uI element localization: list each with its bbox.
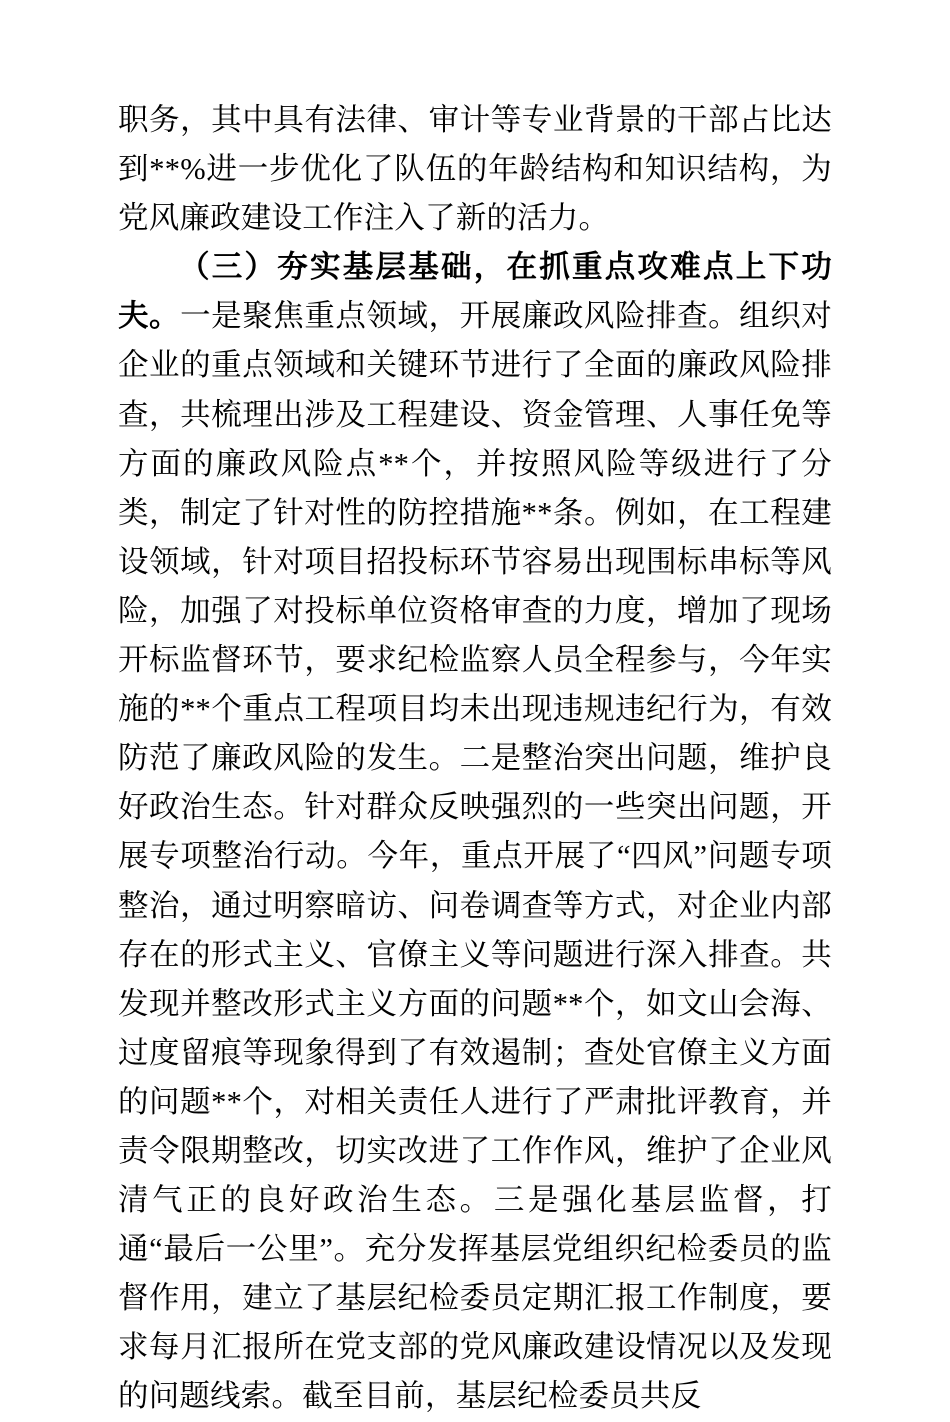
paragraph-text: 职务，其中具有法律、审计等专业背景的干部占比达到**%进一步优化了队伍的年龄结构和知识结构，为党风廉政建设工作注入了新的活力。 [118, 103, 832, 236]
document-body [118, 96, 832, 1422]
section-heading-run: （三）夯实基层基础，在抓重点攻难点上下功夫。 [118, 250, 832, 334]
paragraph-continued [118, 96, 832, 243]
section-body-run: 一是聚焦重点领域，开展廉政风险排查。组织对企业的重点领域和关键环节进行了全面的廉政风险排查，共梳理出涉及工程建设、资金管理、人事任免等方面的廉政风险点**个，并按照风险等级进行了分类，制定了针对性的防控措施**条。例如，在工程建设领域，针对项目招投标环节容易出现围标串标等风险，加强了对投标单位资格审查的力度，增加了现场开标监督环节，要求纪检监察人员全程参与，今年实施的**个重点工程项目均未出现违规违纪行为，有效防范了廉政风险的发生。二是整治突出问题，维护良好政治生态。针对群众反映强烈的一些突出问题，开展专项整治行动。今年，重点开展了“四风”问题专项整治，通过明察暗访、问卷调查等方式，对企业内部存在的形式主义、官僚主义等问题进行深入排查。共发现并整改形式主义方面的问题**个，如文山会海、过度留痕等现象得到了有效遏制；查处官僚主义方面的问题**个，对相关责任人进行了严肃批评教育，并责令限期整改，切实改进了工作作风，维护了企业风清气正的良好政治生态。三是强化基层监督，打通“最后一公里”。充分发挥基层党组织纪检委员的监督作用，建立了基层纪检委员定期汇报工作制度，要求每月汇报所在党支部的党风廉政建设情况以及发现的问题线索。截至目前，基层纪检委员共反 [118, 299, 832, 1414]
paragraph-section-three [118, 243, 832, 1421]
